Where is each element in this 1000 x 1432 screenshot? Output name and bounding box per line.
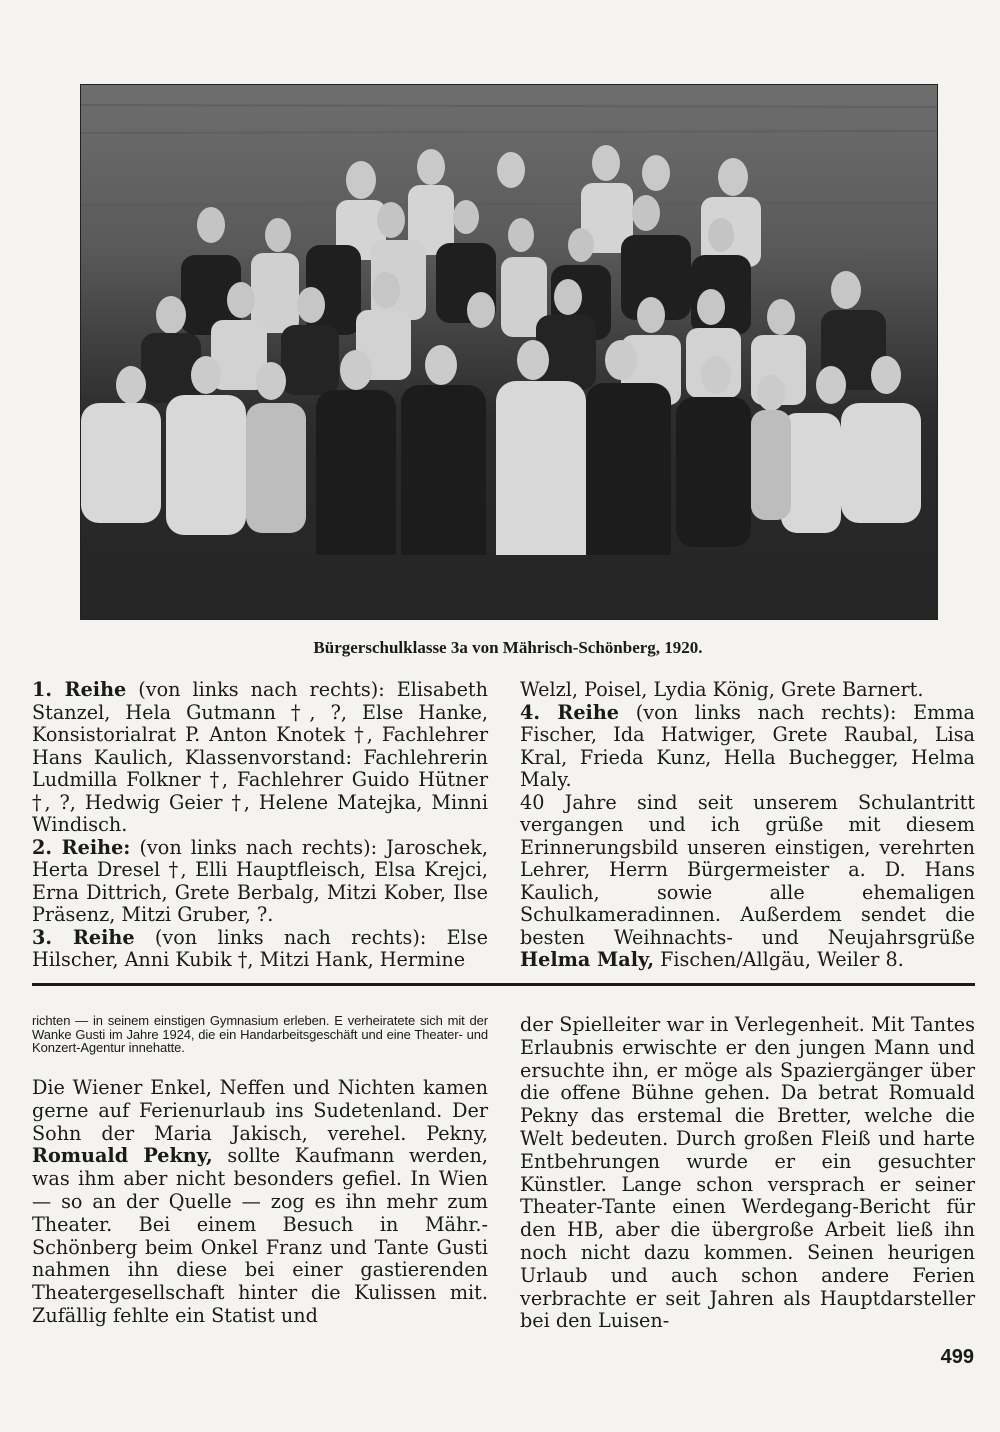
row-1-entry [32, 679, 488, 837]
class-photo [80, 84, 938, 620]
article-left-paragraph [32, 1077, 488, 1328]
row-4-entry [520, 702, 975, 792]
article-person-name: Romuald Pekny, [32, 1144, 213, 1168]
greeting-paragraph [520, 792, 975, 972]
photo-caption: Bürgerschulklasse 3a von Mährisch-Schönberg, 1920. [313, 638, 703, 657]
article-left-text-b: sollte Kaufmann werden, was ihm aber nicht besonders gefiel. In Wien — so an der Quelle — zog es ihn mehr zum Theater. Bei einem Besuch in Mähr.-Schönberg beim Onkel Franz und Tante Gusti nahmen ihn diese bei einer gastierenden Theatergesellschaft hinter die Kulissen mit. Zufällig fehlte ein Statist und [32, 1144, 488, 1327]
row-2-entry [32, 837, 488, 927]
article-left-text-a: Die Wiener Enkel, Neffen und Nichten kamen gerne auf Ferienurlaub ins Sudetenland. Der Sohn der Maria Jakisch, verehel. Pekny, [32, 1076, 488, 1145]
greeting-signature-name: Helma Maly, [520, 948, 654, 971]
row-2-names: (von links nach rechts): Jaroschek, Herta Dresel †, Elli Hauptfleisch, Elsa Krejci, Erna Dittrich, Grete Berbalg, Mitzi Kober, Ilse Präsenz, Mitzi Gruber, ?. [32, 835, 488, 926]
article-continuation-note: richten — in seinem einstigen Gymnasium erleben. E verheiratete sich mit der Wanke Gusti im Jahre 1924, die ein Handarbeitsgeschäft und eine Theater- und Konzert-Agentur innehatte. [32, 1013, 488, 1056]
row-1-label: 1. Reihe [32, 678, 127, 701]
row-4-label: 4. Reihe [520, 700, 619, 724]
class-photo-illustration [81, 85, 937, 619]
page-number: 499 [940, 1346, 974, 1368]
article-right-column [520, 1014, 975, 1333]
group-of-pupils [141, 145, 886, 405]
row-3-continued: Welzl, Poisel, Lydia König, Grete Barnert. [520, 678, 924, 701]
row-4-names: (von links nach rechts): Emma Fischer, Ida Hatwiger, Grete Raubal, Lisa Kral, Frieda Kunz, Hella Buchegger, Helma Maly. [520, 700, 976, 791]
greeting-text: 40 Jahre sind seit unserem Schulantritt vergangen und ich grüße mit diesem Erinnerungsbild unseren einstigen, verehrten Lehrer, Herrn Bürgermeister a. D. Hans Kaulich, sowie alle ehemaligen Schulkameradinnen. Außerdem sendet die besten Weihnachts- und Neujahrsgrüße [520, 790, 975, 949]
floor [81, 555, 937, 619]
article-right-paragraph: der Spielleiter war in Verlegenheit. Mit Tantes Erlaubnis erwischte er den jungen Mann und ersuchte ihn, er möge als Spaziergänger über die offene Bühne gehen. Da betrat Romuald Pekny das erstemal die Bretter, welche die Welt bedeuten. Durch großen Fleiß und harte Entbehrungen wurde er ein gesuchter Künstler. Lange schon versprach er seiner Theater-Tante einen Werdegang-Bericht für den HB, aber die übergroße Arbeit ließ ihn noch nicht dazu kommen. Seinen heurigen Urlaub und auch schon andere Ferien verbrachte er seit Jahren als Hauptdarsteller bei den Luisen- [520, 1013, 975, 1333]
row-3-names: (von links nach rechts): Else Hilscher, Anni Kubik †, Mitzi Hank, Hermine [32, 925, 488, 971]
article-left-column [32, 1077, 488, 1328]
caption-names-right-column [520, 679, 975, 972]
caption-names-left-column [32, 679, 488, 972]
row-2-label: 2. Reihe: [32, 835, 131, 859]
row-3-label: 3. Reihe [32, 925, 135, 949]
greeting-address: Fischen/Allgäu, Weiler 8. [654, 948, 904, 971]
row-3-entry [32, 927, 488, 972]
row-1-names: (von links nach rechts): Elisabeth Stanzel, Hela Gutmann †, ?, Else Hanke, Konsistorialrat P. Anton Knotek †, Fachlehrer Hans Kaulich, Klassenvorstand: Fachlehrerin Ludmilla Folkner †, Fachlehrer Guido Hütner †, ?, Hedwig Geier †, Helene Matejka, Minni Windisch. [32, 678, 488, 836]
section-divider [32, 983, 975, 986]
